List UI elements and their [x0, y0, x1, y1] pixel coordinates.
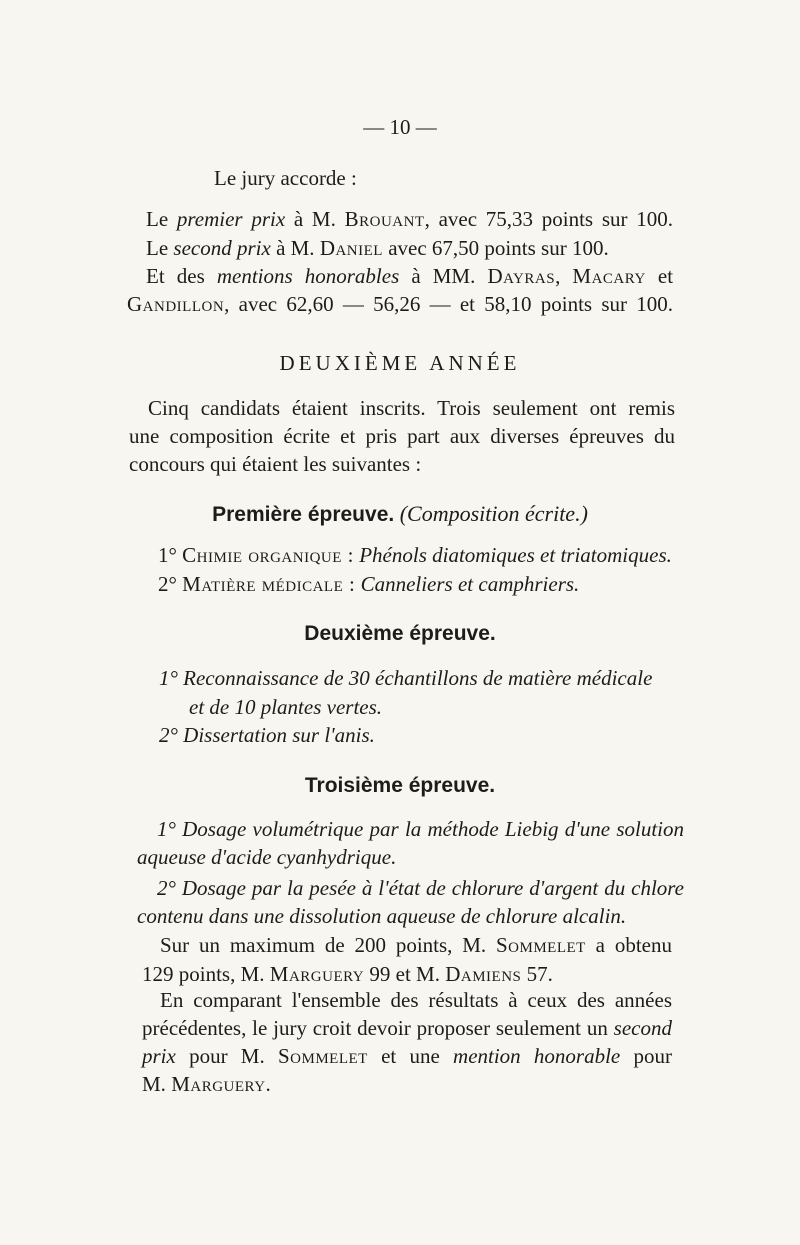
- epreuve-1-item-1: [158, 541, 672, 569]
- result-line-2: [142, 960, 553, 988]
- person-name: Sommelet: [496, 933, 586, 957]
- item-number: 2°: [158, 572, 177, 596]
- result-line-1: [160, 931, 672, 959]
- text: Sur un maximum de 200 points, M.: [160, 933, 496, 957]
- text: 99 et M.: [364, 962, 446, 986]
- conclusion-line-3: [142, 1042, 672, 1070]
- epreuve-2-item-1-cont: et de 10 plantes vertes.: [189, 695, 383, 719]
- text: pour M.: [175, 1044, 278, 1068]
- text: , avec 75,33 points sur 100.: [424, 207, 673, 231]
- epreuve-subtitle: (Composition écrite.): [399, 501, 588, 526]
- award-prix: prix: [142, 1044, 176, 1068]
- conclusion-line-2: [142, 1014, 672, 1042]
- person-name: Marguery: [171, 1072, 266, 1096]
- text: Le: [146, 236, 174, 260]
- epreuve-2-item-1: 1° Reconnaissance de 30 échantillons de matière médicale: [159, 666, 653, 690]
- text: Et des: [146, 264, 217, 288]
- text: M.: [142, 1072, 172, 1096]
- award-premier-prix: premier prix: [176, 207, 286, 231]
- section-heading: DEUXIÈME ANNÉE: [279, 351, 521, 375]
- text: 57.: [521, 962, 553, 986]
- text: a obtenu: [585, 933, 672, 957]
- epreuve-1-item-2: [158, 570, 579, 598]
- epreuve-3-title: Troisième épreuve.: [304, 774, 496, 797]
- conclusion-line-1: En comparant l'ensemble des résultats à ceux des années: [160, 988, 672, 1012]
- text: à MM.: [399, 264, 488, 288]
- person-name: Sommelet: [277, 1044, 368, 1068]
- person-name: Gandillon: [127, 292, 225, 316]
- item-text: Canneliers et camphriers.: [360, 572, 580, 596]
- text: pour: [620, 1044, 673, 1068]
- epreuve-3-item-2-cont: contenu dans une dissolution aqueuse de chlorure alcalin.: [137, 904, 627, 928]
- text: à M.: [270, 236, 320, 260]
- paragraph-line: concours qui étaient les suivantes :: [129, 452, 422, 476]
- award-mentions: mentions honorables: [216, 264, 400, 288]
- person-name: Macary: [572, 264, 646, 288]
- epreuve-2-title: Deuxième épreuve.: [304, 622, 496, 645]
- conclusion-line-4: [142, 1070, 271, 1098]
- text: Le: [146, 207, 177, 231]
- mentions-line-2: [127, 290, 673, 318]
- premier-prix-line: [146, 205, 673, 233]
- text: .: [265, 1072, 271, 1096]
- award-second-prix: second: [613, 1016, 672, 1040]
- item-number: 1°: [158, 543, 177, 567]
- person-name: Damiens: [445, 962, 522, 986]
- text: avec 67,50 points sur 100.: [382, 236, 609, 260]
- epreuve-title: Première épreuve.: [212, 503, 395, 526]
- award-mention-honorable: mention honorable: [453, 1044, 621, 1068]
- paragraph-line: une composition écrite et pris part aux diverses épreuves du: [129, 424, 675, 448]
- text: 129 points, M.: [142, 962, 270, 986]
- person-name: Dayras: [487, 264, 556, 288]
- person-name: Daniel: [319, 236, 383, 260]
- item-label: Matière médicale :: [182, 572, 356, 596]
- item-text: Phénols diatomiques et triatomiques.: [359, 543, 672, 567]
- text: et une: [367, 1044, 454, 1068]
- text: précédentes, le jury croit devoir proposer seulement un: [142, 1016, 614, 1040]
- epreuve-3-item-1: 1° Dosage volumétrique par la méthode Liebig d'une solution: [157, 817, 684, 841]
- paragraph-line: Cinq candidats étaient inscrits. Trois seulement ont remis: [148, 396, 675, 420]
- text: ,: [555, 264, 573, 288]
- item-label: Chimie organique :: [182, 543, 354, 567]
- person-name: Brouant: [344, 207, 425, 231]
- text: à M.: [285, 207, 345, 231]
- text: , avec 62,60 — 56,26 — et 58,10 points sur 100.: [224, 292, 673, 316]
- person-name: Marguery: [269, 962, 365, 986]
- epreuve-1-title-line: [0, 500, 800, 529]
- text: et: [645, 264, 674, 288]
- mentions-line: [146, 262, 673, 290]
- page-number: — 10 —: [363, 115, 437, 139]
- epreuve-3-item-1-cont: aqueuse d'acide cyanhydrique.: [137, 845, 397, 869]
- second-prix-line: [146, 234, 609, 262]
- award-second-prix: second prix: [173, 236, 271, 260]
- epreuve-3-item-2: 2° Dosage par la pesée à l'état de chlorure d'argent du chlore: [157, 876, 684, 900]
- intro-text: Le jury accorde :: [214, 166, 357, 190]
- epreuve-2-item-2: 2° Dissertation sur l'anis.: [159, 723, 375, 747]
